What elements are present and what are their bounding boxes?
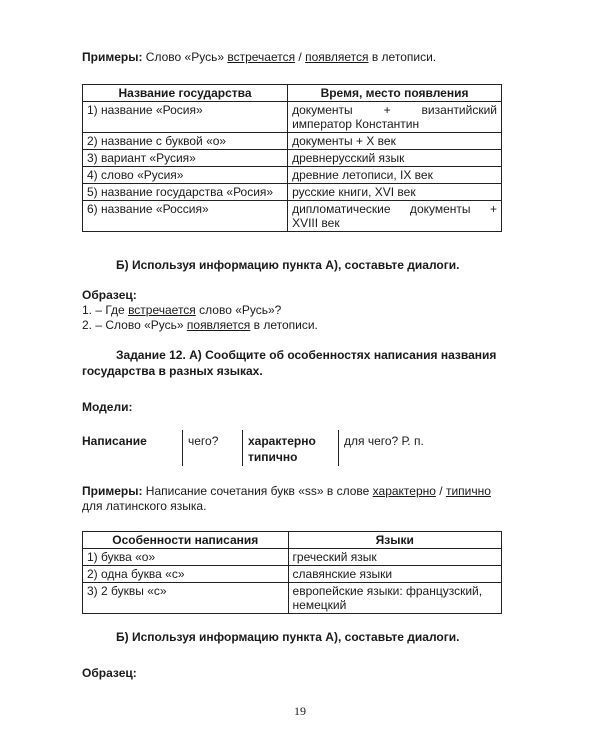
table-cell: славянские языки (288, 566, 501, 583)
dialogue-text: 1. – Где (82, 303, 129, 317)
table-cell: греческий язык (288, 549, 501, 566)
slash: / (295, 50, 306, 64)
examples-label: Примеры: (82, 50, 143, 64)
table-cell: 4) слово «Русия» (83, 167, 288, 184)
table-cell: 2) название с буквой «о» (83, 133, 288, 150)
model-term-writing: Написание (82, 434, 147, 448)
table-row (83, 133, 502, 150)
table-row (83, 184, 502, 201)
table-cell (288, 583, 501, 614)
sample-label: Образец: (82, 666, 137, 680)
example-line-2-cont: для латинского языка. (82, 499, 207, 513)
table-cell: 6) название «Россия» (83, 201, 288, 232)
table-cell: 3) 2 буквы «с» (83, 583, 289, 614)
table-cell: древнерусский язык (288, 150, 502, 167)
table-row (83, 150, 502, 167)
underlined-word: типично (445, 484, 491, 498)
underlined-word: характерно (372, 484, 436, 498)
dialogue-line-1 (82, 303, 281, 317)
table-header-cell: Время, место появления (288, 85, 502, 102)
model-term-typical: типично (248, 450, 298, 464)
cell-line: XVIII век (292, 216, 340, 230)
table-cell: 2) одна буква «с» (83, 566, 289, 583)
states-table (82, 84, 502, 232)
example-text: в летописи. (368, 50, 437, 64)
cell-line: император Константин (292, 117, 420, 131)
task-12-heading-line-1: Задание 12. А) Сообщите об особенностях написания названия (116, 348, 497, 362)
table-row (83, 583, 502, 614)
example-line-1 (82, 50, 436, 64)
cell-line: европейские языки: французский, (292, 584, 483, 598)
model-term-what: чего? (188, 434, 219, 448)
example-text: Слово «Русь» (142, 50, 228, 64)
table-cell: 3) вариант «Русия» (83, 150, 288, 167)
sample-label: Образец: (82, 288, 137, 302)
underlined-word: появляется (186, 318, 251, 332)
task-b-heading: Б) Используя информацию пункта А), составьте диалоги. (116, 258, 460, 272)
table-cell: 1) буква «о» (83, 549, 289, 566)
table-header-cell: Особенности написания (83, 532, 289, 549)
table-row (83, 167, 502, 184)
page-number: 19 (294, 704, 306, 718)
task-12-heading-line-2: государства в разных языках. (82, 364, 263, 378)
cell-line: немецкий (292, 598, 347, 612)
example-line-2 (82, 484, 491, 498)
dialogue-text: слово «Русь»? (195, 303, 282, 317)
table-row (83, 102, 502, 133)
model-scheme (82, 430, 522, 468)
divider (182, 430, 183, 466)
table-row (83, 201, 502, 232)
dialogue-text: в летописи. (250, 318, 318, 332)
dialogue-line-2 (82, 318, 318, 332)
models-label: Модели: (82, 400, 133, 414)
cell-line: дипломатические документы + (292, 202, 497, 216)
table-cell: документы + X век (288, 133, 502, 150)
example-text: Написание сочетания букв «ss» в слове (142, 484, 373, 498)
table-cell: 1) название «Росия» (83, 102, 288, 133)
cell-line: документы + византийский (292, 103, 497, 117)
dialogue-text: 2. – Слово «Русь» (82, 318, 187, 332)
underlined-word: появляется (305, 50, 369, 64)
underlined-word: встречается (227, 50, 296, 64)
slash: / (435, 484, 446, 498)
table-cell: 5) название государства «Росия» (83, 184, 288, 201)
table-cell (288, 102, 502, 133)
table-cell: древние летописи, IX век (288, 167, 502, 184)
divider (242, 430, 243, 466)
examples-label: Примеры: (82, 484, 143, 498)
table-row (83, 566, 502, 583)
divider (338, 430, 339, 466)
underlined-word: встречается (128, 303, 196, 317)
table-header-cell: Языки (288, 532, 501, 549)
spelling-table (82, 531, 502, 614)
table-cell: русские книги, XVI век (288, 184, 502, 201)
table-row (83, 549, 502, 566)
task-b-heading: Б) Используя информацию пункта А), составьте диалоги. (116, 630, 460, 644)
model-term-characteristic: характерно (248, 434, 316, 448)
model-term-for-what: для чего? Р. п. (344, 434, 424, 448)
table-cell (288, 201, 502, 232)
table-header-row (83, 85, 502, 102)
table-header-cell: Название государства (83, 85, 288, 102)
table-header-row (83, 532, 502, 549)
